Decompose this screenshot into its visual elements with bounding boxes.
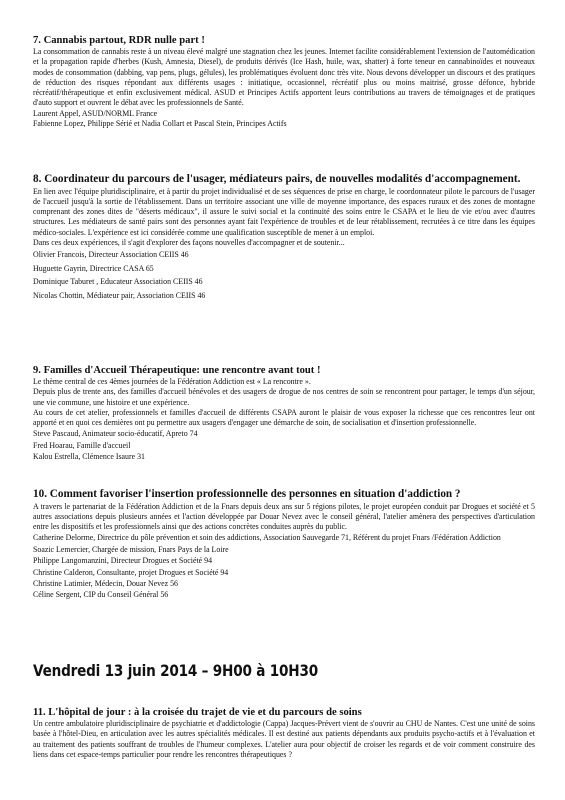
section-body: Le thème central de ces 4èmes journées de la Fédération Addiction est « La rencontre ». xyxy=(33,377,311,386)
section-11 xyxy=(33,706,535,760)
speaker: Christine Calderon, Consultante, projet Drogues et Société 94 xyxy=(33,567,229,577)
speaker: Huguette Gayrin, Directrice CASA 65 xyxy=(33,263,154,273)
speaker: Fred Hoarau, Famille d'accueil xyxy=(33,440,131,450)
section-body: Un centre ambulatoire pluridisciplinaire de psychiatrie et d'addictologie (Cappa) Jacques-Prévert vient de s'ouvrir au CHU de Nantes. C'est une unité de soins basée à l'hôtel-Dieu, en articulation avec les autres spécialités médicales. Il est destiné aux patients dépendants aux produits psycho-actifs et à l'évaluation et au traitement des patients souffrant de troubles de l'humeur complexes. L'atelier aura pour objectif de croiser les regards et de voir comment construire des liens dans cet espace-temps particulier pour rendre les rencontres thérapeutiques ? xyxy=(33,719,535,759)
section-body: La consommation de cannabis reste à un niveau élevé malgré une stagnation chez les jeunes. Internet facilite considérablement l'extension de l'automédication et la propagation rapide d'herbes (Kush, Amnesia, Diesel), de produits dérivés (Ice Hash, huile, wax, shatter) à forte teneur en cannabinoïdes et nouveaux modes de consommation (dabbing, vap pens, plugs, gélules), les problématiques évoluent donc très vite. Nous devons développer un discours et des pratiques de réduction des risques répondant aux différents usages : initiatique, occasionnel, récréatif plus ou moins maitrisé, grosse défonce, hybride récréatif/thérapeutique et enfin exclusivement médical. ASUD et Principes Actifs apportent leurs contributions au travers de témoignages et de pratiques d'auto support et ouvrent le débat avec les professionnels de Santé. xyxy=(33,47,535,108)
speaker-list xyxy=(33,248,535,302)
speaker: Dominique Taburet , Educateur Association CEIIS 46 xyxy=(33,277,203,287)
section-body-continued: Au cours de cet atelier, professionnels et familles d'accueil de différents CSAPA auront le plaisir de vous exposer la richesse que ces rencontres leur ont apporté et en quoi ces dernières ont pu permettre aux usagers d'engager une démarche de soin, de socialisation et d'insertion professionnelle. xyxy=(33,407,535,428)
section-8 xyxy=(33,172,535,302)
speaker: Céline Sergent, CIP du Conseil Général 56 xyxy=(33,590,169,600)
section-body-continued: Dans ces deux expériences, il s'agit d'explorer des façons nouvelles d'accompagner et de soutenir... xyxy=(33,237,345,247)
speaker-list xyxy=(33,532,535,600)
speaker: Soazic Lemercier, Chargée de mission, Fnars Pays de la Loire xyxy=(33,544,229,554)
section-title: 11. L'hôpital de jour : à la croisée du trajet de vie et du parcours de soins xyxy=(33,707,362,718)
speaker-list xyxy=(33,428,535,463)
speaker: Laurent Appel, ASUD/NORML France xyxy=(33,108,158,118)
speaker-list xyxy=(33,109,535,130)
session-date-banner: Vendredi 13 juin 2014 – 9H00 à 10H30 xyxy=(33,662,319,681)
speaker: Nicolas Chottin, Médiateur pair, Association CEIIS 46 xyxy=(33,290,206,300)
speaker: Catherine Delorme, Directrice du pôle prévention et soin des addictions, Association Sauvegarde 71, Référent du projet Fnars /Fédération Addiction xyxy=(33,533,501,543)
speaker: Kalou Estrella, Clémence Isaure 31 xyxy=(33,452,145,462)
section-title: 10. Comment favoriser l'insertion professionnelle des personnes en situation d'addiction ? xyxy=(33,488,461,500)
section-title: 7. Cannabis partout, RDR nulle part ! xyxy=(33,35,205,46)
section-body-continued: Depuis plus de trente ans, des familles d'accueil bénévoles et des usagers de drogue de nos centres de soin se rencontrent pour partager, le temps d'un séjour, une vie commune, une histoire et une expérience. xyxy=(33,387,535,407)
section-9 xyxy=(33,364,535,463)
speaker: Olivier Francois, Directeur Association CEIIS 46 xyxy=(33,250,189,260)
section-body: A travers le partenariat de la Fédération Addiction et de la Fnars depuis deux ans sur 5 régions pilotes, le projet européen conduit par Drogues et société et 5 autres associations depuis plusieurs années et l'action développée par Douar Nevez avec le conseil général, l'atelier amènera des perspectives d'articulation entre les dispositifs et les professionnels ainsi que des actions concrètes conduites auprès du public. xyxy=(33,501,535,532)
section-body: En lien avec l'équipe pluridisciplinaire, et à partir du projet individualisé et de ses séquences de prise en charge, le coordonnateur pilote le parcours de l'usager de l'accueil jusqu'à la sortie de l'établissement. Dans un territoire associant une ville de moyenne importance, des espaces ruraux et des zones de montagne comprenant des zones dites de "déserts médicaux", il assure le suivi social et la continuité des soins entre le CSAPA et le lieu de vie et/ou avec d'autres structures. Les médiateurs de santé pairs sont des personnes ayant fait l'expérience de troubles et de leur rétablissement, recrutées à ce titre dans les équipes médico-sociales. L'expérience est ici considérée comme une qualification susceptible de mener à un emploi. xyxy=(33,186,535,237)
section-10 xyxy=(33,487,535,601)
speaker: Steve Pascaud, Animateur socio-éducatif, Apreto 74 xyxy=(33,429,198,439)
section-title: 9. Familles d'Accueil Thérapeutique: une rencontre avant tout ! xyxy=(33,365,321,376)
section-title: 8. Coordinateur du parcours de l'usager, médiateurs pairs, de nouvelles modalités d'accompagnement. xyxy=(33,173,521,185)
speaker: Philippe Langomanzini, Directeur Drogues et Société 94 xyxy=(33,556,213,566)
speaker: Christine Latimier, Médecin, Douar Nevez 56 xyxy=(33,579,178,589)
section-7 xyxy=(33,34,535,129)
speaker: Fabienne Lopez, Philippe Sérié et Nadia Collart et Pascal Stein, Principes Actifs xyxy=(33,119,287,129)
